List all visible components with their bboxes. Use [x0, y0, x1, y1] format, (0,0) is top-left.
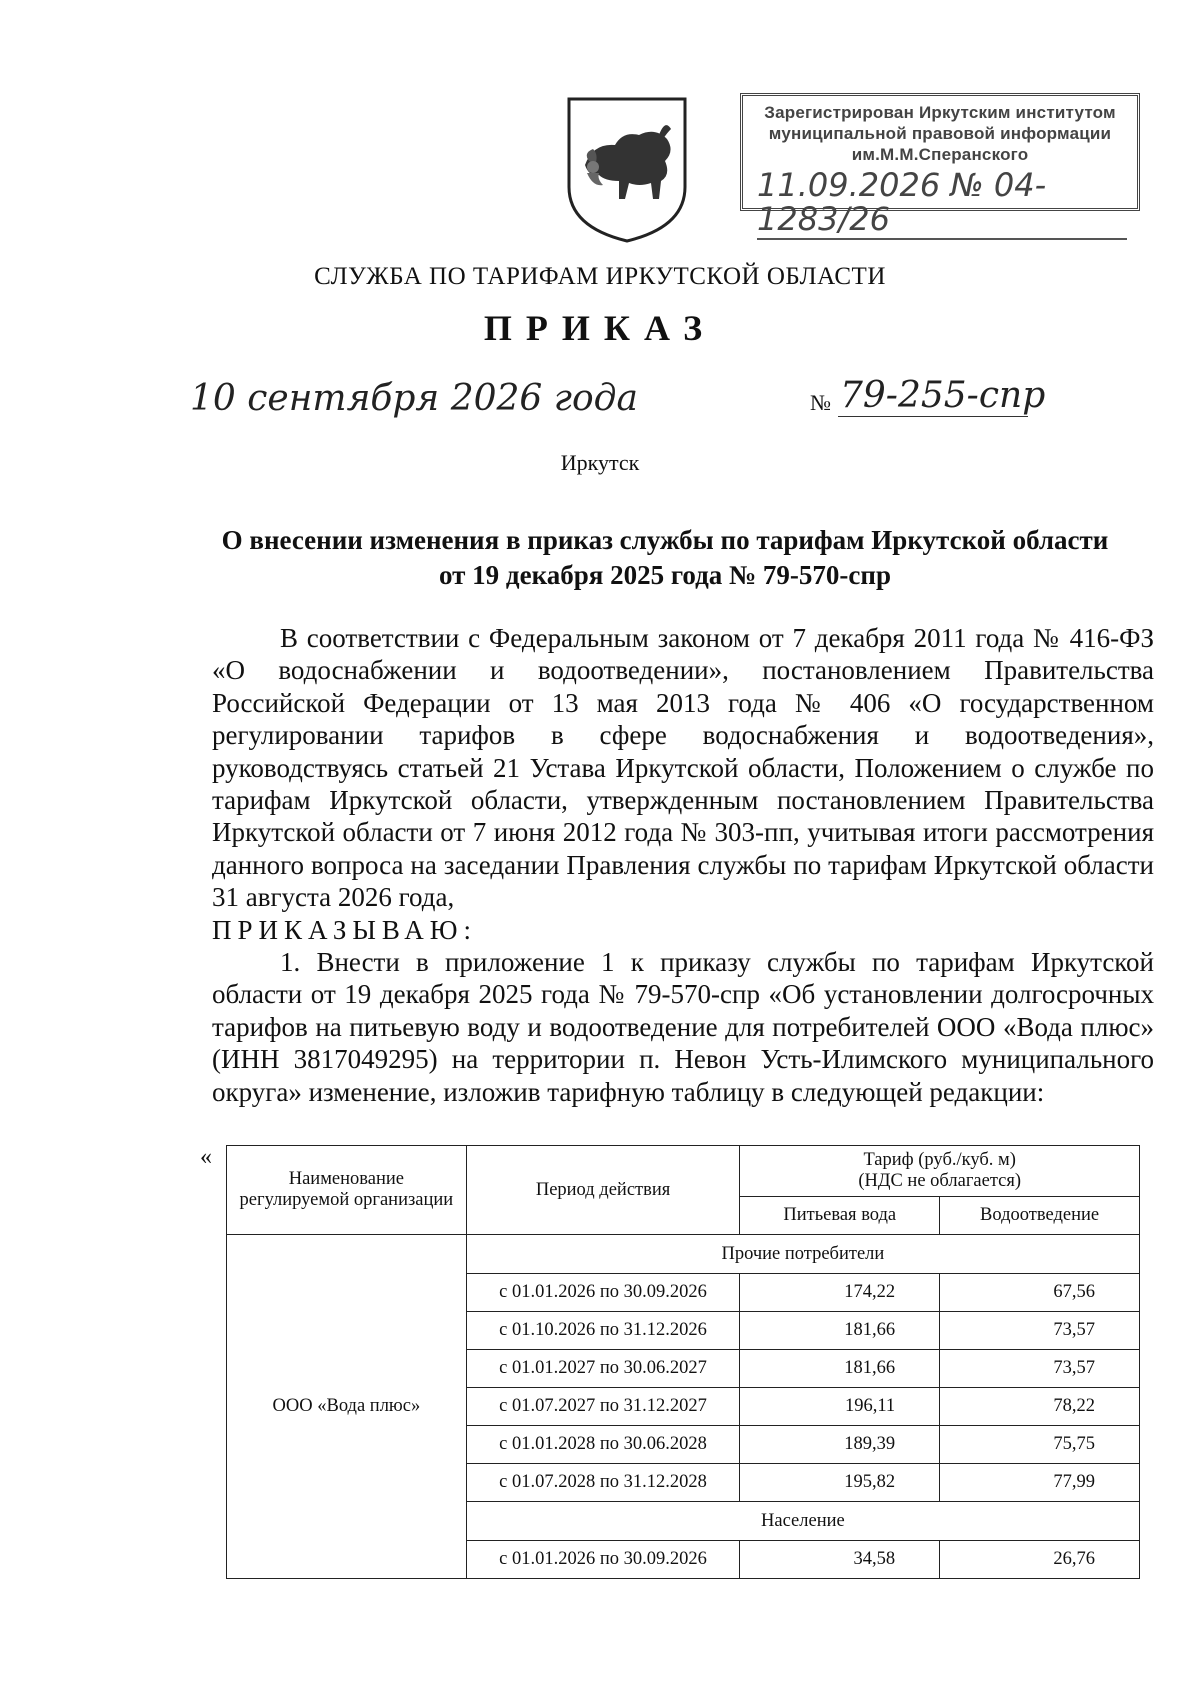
group-row-other	[227, 1235, 1140, 1274]
sewage-tariff-cell: 67,56	[940, 1274, 1140, 1312]
order-body	[212, 622, 1154, 1108]
water-tariff-cell: 181,66	[740, 1350, 940, 1388]
sewage-tariff-cell: 77,99	[940, 1464, 1140, 1502]
header-sewage: Водоотведение	[940, 1197, 1140, 1235]
group-label-population: Население	[466, 1502, 1139, 1541]
stamp-line-3: им.М.М.Сперанского	[851, 145, 1029, 164]
water-tariff-cell: 181,66	[740, 1312, 940, 1350]
group-label-other: Прочие потребители	[466, 1235, 1139, 1274]
stamp-line-2: муниципальной правовой информации	[768, 124, 1112, 143]
header-water: Питьевая вода	[740, 1197, 940, 1235]
sewage-tariff-cell: 73,57	[940, 1312, 1140, 1350]
period-cell: с 01.07.2027 по 31.12.2027	[466, 1388, 740, 1426]
order-number-label: №	[810, 390, 831, 415]
period-cell: с 01.01.2028 по 30.06.2028	[466, 1426, 740, 1464]
period-cell: с 01.07.2028 по 31.12.2028	[466, 1464, 740, 1502]
registration-stamp	[740, 93, 1140, 238]
period-cell: с 01.01.2027 по 30.06.2027	[466, 1350, 740, 1388]
header-tariff-title: Тариф (руб./куб. м)	[863, 1150, 1016, 1170]
subject-line-1: О внесении изменения в приказ службы по тарифам Иркутской области	[221, 525, 1109, 555]
sewage-tariff-cell: 75,75	[940, 1426, 1140, 1464]
org-cell: ООО «Вода плюс»	[227, 1235, 467, 1579]
header-tariff-note: (НДС не облагается)	[858, 1171, 1022, 1191]
header-tariff	[740, 1146, 1140, 1197]
table-header-row	[227, 1146, 1140, 1197]
item-1-paragraph: 1. Внести в приложение 1 к приказу службы по тарифам Иркутской области от 19 декабря 2025 года № 79-570-спр «Об установлении долгосрочных тарифов на питьевую воду и водоотведение для потребителей ООО «Вода плюс» (ИНН 3817049295) на территории п. Невон Усть-Илимского муниципального округа» изменение, изложив тарифную таблицу в следующей редакции:	[212, 947, 1154, 1107]
water-tariff-cell: 174,22	[740, 1274, 940, 1312]
orders-word: ПРИКАЗЫВАЮ:	[212, 914, 477, 945]
period-cell: с 01.01.2026 по 30.09.2026	[466, 1274, 740, 1312]
preamble-paragraph: В соответствии с Федеральным законом от 7 декабря 2011 года № 416-ФЗ «О водоснабжении и водоотведении», постановлением Правительства Российской Федерации от 13 мая 2013 года № 406 «О государственном регулировании тарифов в сфере водоснабжения и водоотведения», руководствуясь статьей 21 Устава Иркутской области, Положением о службе по тарифам Иркутской области, утвержденным постановлением Правительства Иркутской области от 7 июня 2012 года № 303-пп, учитывая итоги рассмотрения данного вопроса на заседании Правления службы по тарифам Иркутской области 31 августа 2026 года,	[212, 623, 1154, 913]
water-tariff-cell: 196,11	[740, 1388, 940, 1426]
opening-quote: «	[200, 1144, 212, 1170]
tariff-table	[226, 1145, 1140, 1579]
stamp-registration-number: 11.09.2026 № 04-1283/26	[757, 168, 1127, 240]
header-org: Наименование регулируемой организации	[227, 1146, 467, 1235]
header-period: Период действия	[466, 1146, 740, 1235]
city-name: Иркутск	[560, 450, 640, 475]
period-cell: с 01.10.2026 по 31.12.2026	[466, 1312, 740, 1350]
subject-line-2: от 19 декабря 2025 года № 79-570-спр	[439, 560, 891, 590]
stamp-line-1: Зарегистрирован Иркутским институтом	[764, 103, 1116, 122]
agency-name: СЛУЖБА ПО ТАРИФАМ ИРКУТСКОЙ ОБЛАСТИ	[314, 263, 886, 290]
sewage-tariff-cell: 78,22	[940, 1388, 1140, 1426]
order-subject	[180, 523, 1150, 593]
sewage-tariff-cell: 26,76	[940, 1541, 1140, 1579]
water-tariff-cell: 34,58	[740, 1541, 940, 1579]
water-tariff-cell: 189,39	[740, 1426, 940, 1464]
coat-of-arms-emblem	[563, 95, 691, 245]
sewage-tariff-cell: 73,57	[940, 1350, 1140, 1388]
order-date-handwritten: 10 сентября 2026 года	[190, 378, 638, 419]
period-cell: с 01.01.2026 по 30.09.2026	[466, 1541, 740, 1579]
order-number-handwritten: 79-255-спр	[840, 375, 1046, 416]
order-number-underline	[838, 416, 1028, 417]
document-type-title: ПРИКАЗ	[483, 308, 717, 348]
water-tariff-cell: 195,82	[740, 1464, 940, 1502]
